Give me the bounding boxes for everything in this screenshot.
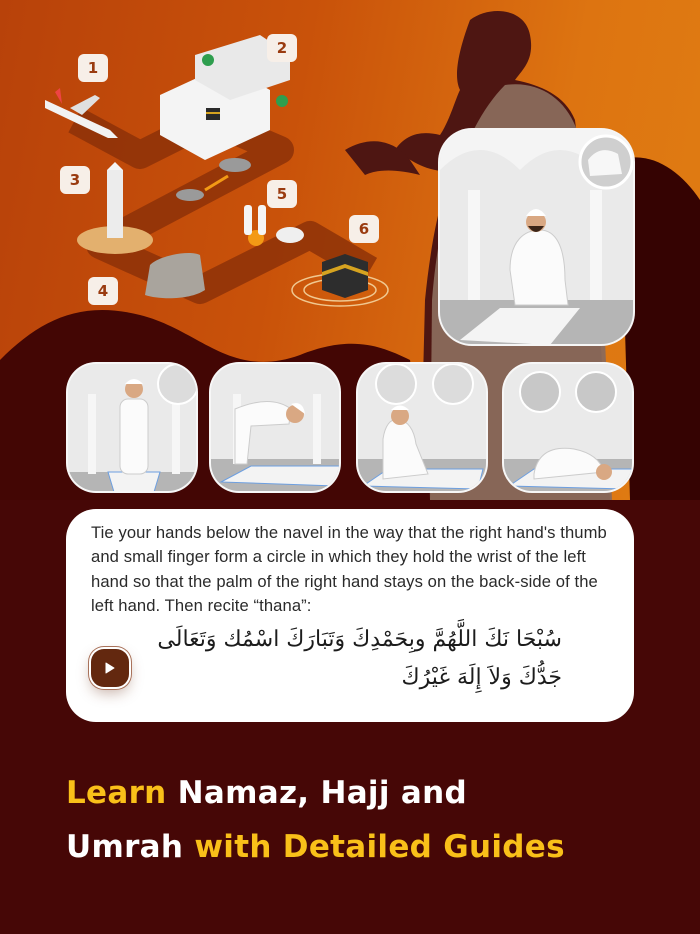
step-badge-2: 2 bbox=[267, 34, 297, 62]
guide-description: Tie your hands below the navel in the way that the right hand's thumb and small finger form a circle in which they hold the wrist of the left hand so that the palm of the right hand stays on the back-side of the left hand. Then recite “thana”: bbox=[91, 523, 607, 615]
arabic-line-1: سُبْحَا نَكَ اللَّهُمَّ وبِحَمْدِكَ وَتَبَارَكَ اسْمُك وَتَعَالَى bbox=[157, 627, 562, 652]
headline-topics: Namaz, Hajj and bbox=[166, 775, 467, 811]
guide-text-card bbox=[66, 509, 634, 722]
headline-learn: Learn bbox=[66, 775, 167, 811]
prayer-step-card-bowing bbox=[209, 362, 341, 493]
prayer-step-card-prostration bbox=[502, 362, 634, 493]
bowing-prayer-illustration bbox=[211, 364, 341, 493]
headline-line-2 bbox=[66, 820, 666, 874]
headline-line-1 bbox=[66, 766, 666, 820]
step-badge-4: 4 bbox=[88, 277, 118, 305]
standing-prayer-illustration bbox=[68, 364, 198, 493]
step-badge-3: 3 bbox=[60, 166, 90, 194]
play-icon bbox=[105, 662, 115, 674]
prayer-step-card-standing bbox=[66, 362, 198, 493]
play-audio-button[interactable] bbox=[91, 649, 129, 687]
arabic-line-2: جَدُّكَ وَلاَ إِلَهَ غَيْرُكَ bbox=[401, 665, 562, 690]
sitting-step-illustration bbox=[358, 364, 488, 493]
headline-guides: with Detailed Guides bbox=[183, 829, 565, 865]
arabic-dua-text bbox=[142, 621, 562, 697]
sitting-prayer-illustration bbox=[440, 130, 635, 346]
featured-prayer-position-card bbox=[438, 128, 635, 346]
prostration-prayer-illustration bbox=[504, 364, 634, 493]
promo-headline bbox=[66, 766, 666, 874]
step-badge-1: 1 bbox=[78, 54, 108, 82]
headline-umrah: Umrah bbox=[66, 829, 184, 865]
step-badge-6: 6 bbox=[349, 215, 379, 243]
step-badge-5: 5 bbox=[267, 180, 297, 208]
prayer-step-card-sitting bbox=[356, 362, 488, 493]
